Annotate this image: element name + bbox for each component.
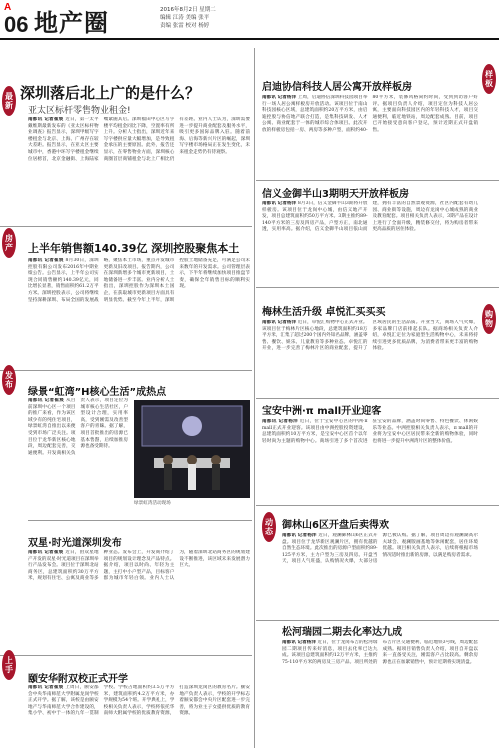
article-subtitle: 亚太区标杆零售物业租金! <box>28 106 131 116</box>
badge-shopping: 购物 <box>482 304 496 334</box>
article-byline: 南都讯 记者崔宸 <box>28 685 64 690</box>
article-byline: 南都讯 记者崔宸 <box>28 258 64 263</box>
badge-dynamics: 动态 <box>262 512 276 542</box>
badge-latest: 最新 <box>2 86 16 116</box>
article-title: 上半年销售额140.39亿 深圳控股聚焦本土 <box>28 242 240 255</box>
article-title: 信义金御半山3期明天开放样板房 <box>262 189 409 200</box>
article-text: 8月3日，信义金御半山3期将开放样板房。该项目位于龙岗中心城，由信义地产开发，项目总建筑面积约50万平方米。3期主推约89-140平方米的三房及四房产品，户型方正，南北通透，实用率高。据介绍，信义金御半山项目依山而建，拥有丰富的自然景观资源，社区内配套有幼儿园、商业街等设施，周边有龙岗中心城成熟的商业及教育配套。项目相关负责人表示，3期产品在设计上进行了全面升级，精装修交付，将为购房者带来更高品质的居住体验。 <box>262 201 478 233</box>
article-title: 松河瑞园二期去化率达九成 <box>282 627 402 638</box>
article-body <box>282 640 478 746</box>
article-text: 近日，位于宝安中心区的中洲·π mall正式开业迎客。该项目由中洲控股投资建设，总建筑面积约10万平方米，是宝安中心区首个以年轻时尚为主题的购物中心。商场引进了多个首次进驻宝安的品牌，涵盖时尚零售、特色餐饮、休闲娱乐等业态。中洲控股相关负责人表示，π mall的开业将为宝安中心区居民带来全新的购物体验，同时也将进一步提升中洲湾片区的整体价值。 <box>262 419 478 444</box>
issue-info <box>160 6 216 30</box>
article-body <box>28 258 250 368</box>
badge-release: 发布 <box>2 365 16 395</box>
article-byline: 南都讯 记者崔宸 <box>28 398 65 403</box>
section-divider <box>0 655 252 656</box>
article-text: 近日，卓悦汇购物中心正式开业。该项目位于梅林片区核心地段，总建筑面积约18万平方米，汇集了超过200个国内外知名品牌，涵盖零售、餐饮、娱乐、儿童教育等多种业态。卓悦汇的开业，进一步完善了梅林片区的商业配套，提升了区域居民的生活品质。开业当天，商场人气火爆，多家品牌门店前排起长队。据商场相关负责人介绍，卓悦汇定位为家庭型生活购物中心，未来将持续引进更多优质品牌，为消费者带来更丰富的购物体验。 <box>262 320 478 352</box>
article-title: 宝安中洲·π mall开业迎客 <box>262 406 382 417</box>
badge-property: 房产 <box>2 228 16 258</box>
article-title: 颐安华附双校正式开学 <box>28 674 128 685</box>
masthead <box>0 0 499 40</box>
article-text: 近日，第一太平戴维斯最新发布的《亚太区标杆物业调查》报告显示，深圳甲级写字楼租金与北京、上海、广州存在较大差距。报告显示，在亚太区主要城市中，香港中环写字楼租金继续位居榜首，北京金融街、上海陆家嘴紧随其后。深圳福田中心区写字楼平均租金同比下降，空置率有所上升。分析人士指出，深圳近年来写字楼供应量大幅增加，是导致租金承压的主要原因。此外，报告还显示，在零售物业方面，深圳核心商圈首层商铺租金与北上广相比仍有差距。业内人士认为，深圳需要进一步提升商业配套及服务水平，吸引更多国际品牌入驻。随着前海、后海等新兴片区的崛起，深圳写字楼市场格局正在发生变化，未来租金走势仍有待观察。 <box>28 117 250 162</box>
article-body <box>262 419 478 501</box>
article-text: 上周日，颐安都会中央华南师范大学附属龙岗学校正式开学。据了解，该校是由颐安地产与华南师范大学合作建设的，集小学、初中于一体的九年一贯制学校。学校占地面积约3.5万平方米，建筑面积约4.2万平方米，办学规模为54个班。开学典礼上，学校相关负责人表示，学校将依托华南师大附属学校的优质教育资源，打造深圳龙岗区的教育名片。颐安地产负责人表示，学校的开学标志着颐安都会中央片区配套进一步完善，将为业主子女提供优质的教育资源。 <box>28 685 250 717</box>
article-byline: 南都讯 记者杨洋 <box>262 419 298 424</box>
article-body <box>262 201 478 283</box>
event-photo <box>134 400 250 498</box>
article-byline: 南都讯 记者杨洋 <box>262 320 297 325</box>
badge-showroom: 样板 <box>482 64 496 94</box>
article-title: 深圳落后北上广的是什么？ <box>20 84 201 102</box>
section-divider <box>256 287 499 288</box>
section-divider <box>256 180 499 181</box>
article-byline: 南都讯 记者杨洋 <box>282 533 317 538</box>
article-body <box>262 95 478 180</box>
article-byline: 南都讯 记者崔宸 <box>28 117 64 122</box>
article-text: 近日，由双星地产开发的双星·时光道项目在深圳举行产品发布会。项目位于深圳北站商务区，总建筑面积约30万平方米，规划有住宅、公寓及商业等多种业态。发布会上，开发商介绍了项目的规划设计理念及产品特点。据介绍，项目以时尚、年轻为主题，主打中小户型产品，目标客户群为城市年轻白领。业内人士认为，随着深圳北站商务区的规划建设不断推进，该区域未来发展潜力巨大。 <box>28 550 250 582</box>
section-divider <box>256 398 499 399</box>
section-divider <box>256 505 499 506</box>
article-body <box>28 685 250 747</box>
issue-date: 2016年8月2日 星期二 <box>160 7 216 13</box>
issue-editors: 编辑 江涛 美编 张平 <box>160 15 210 21</box>
article-body <box>28 117 250 223</box>
article-byline: 南都讯 记者崔宸 <box>28 550 64 555</box>
issue-proof: 责编 张雷 校对 杨婷 <box>160 23 210 29</box>
page-number: 06 <box>4 12 29 37</box>
badge-start: 上手 <box>2 650 16 680</box>
article-text: 近日，观澜御林山6区正式开盘。项目位于龙华新区观澜片区，拥有优越的自然生态环境。此次推出的房源户型面积约89-125平方米，主力户型为三房及四房。开盘当天，项目人气旺盛，认购情况火爆，大部分房源已被认购。据了解，项目周边有观澜湖高尔夫球会、观澜版画基地等休闲配套，居住环境优越。项目相关负责人表示，后续将根据市场情况适时推出新的房源，以满足购房者需求。 <box>282 533 478 565</box>
article-title: 绿景“虹湾”H核心生活”成热点 <box>28 387 167 398</box>
section-divider <box>0 226 252 227</box>
article-byline: 南都讯 记者杨洋 <box>262 95 297 100</box>
article-text: 近日，位于龙岗布吉的松河瑞园二期项目传来好消息，项目去化率已达九成。该项目总建筑面积约12万平方米，主推约75-110平方米的两房及三房产品。项目所处的布吉片区交通便利，临近地铁3号线，周边配套成熟。据项目销售负责人介绍，项目自开盘以来一直备受关注，刚需客户占比较高。剩余房源也正在加紧销售中，预计近期将实现清盘。 <box>282 640 478 665</box>
article-text: 上周，启迪协信深圳科技园项目举行一场人居公寓样板房开放活动。该项目位于南山科技园核心区域，总建筑面积约20万平方米，由启迪控股与协信地产联合打造，是集科技研发、人才公寓、商业配套于一体的城市综合体项目。此次开放的样板房包括一房、两房等多种户型，面积约40-80平方米，装修风格简约时尚，受到到访客户好评。据项目负责人介绍，项目定位为科技人居公寓，主要面向科技园区内的年轻科技人才，项目交通便利，临近地铁站，周边配套成熟。目前，项目已开始接受意向客户登记，预计近期正式开盘销售。 <box>262 95 478 133</box>
article-byline: 南都讯 记者杨洋 <box>262 201 297 206</box>
article-body <box>282 533 478 617</box>
article-text: 从目前深圳中心区一个项目的推广来看，作为该区域少有的纯住宅项目，绿景虹湾自推出以来便受到市场广泛关注。项目位于龙华新区核心地段，周边配套完善，交通便利。开发商相关负责人表示，项目定位为城市核心生活社区，户型设计合理，实用率高，受到刚需及改善型客户的青睐。据了解，项目首批推出的房源已基本售罄，后续加推房源也备受期待。 <box>28 398 128 456</box>
page-title: 地产圈 <box>34 10 109 37</box>
event-photo-image <box>134 400 250 498</box>
column-divider <box>254 48 255 748</box>
section-divider <box>256 620 499 621</box>
article-title: 双星·时光道深圳发布 <box>28 538 122 549</box>
article-byline: 南都讯 记者杨洋 <box>282 640 316 645</box>
section-divider <box>28 520 252 521</box>
photo-caption: 绿景虹湾活动现场 <box>134 501 171 506</box>
article-text: 8月30日，深圳控股有限公司发布2016年中期业绩公告。公告显示，上半年公司实现合同销售额约140.39亿元，同比增长显著，销售面积约61.2万平方米。深圳控股表示，公司将继续坚持深耕深圳、布局全国的发展战略，聚焦本土市场，重点开发城市更新及旧改项目。报告期内，公司在深圳新增多个城市更新项目，土地储备进一步丰富。业内分析人士指出，深圳控股作为深圳本土国企，在获取城市更新项目方面具有明显优势。截至今年上半年，深圳控股土地储备充足，可满足公司未来数年的开发需求。公司管理层表示，下半年将继续加快项目推盘节奏，确保全年销售目标的顺利实现。 <box>28 258 250 303</box>
section-divider <box>0 370 252 371</box>
article-body <box>262 320 478 396</box>
article-title: 梅林生活升级 卓悦汇买买买 <box>262 307 386 318</box>
article-body <box>28 398 128 520</box>
section-label: A <box>4 2 12 13</box>
article-title: 启迪协信科技人居公寓开放样板房 <box>262 82 412 93</box>
article-body <box>28 550 250 650</box>
article-title: 御林山6区开盘后卖得欢 <box>282 520 389 531</box>
